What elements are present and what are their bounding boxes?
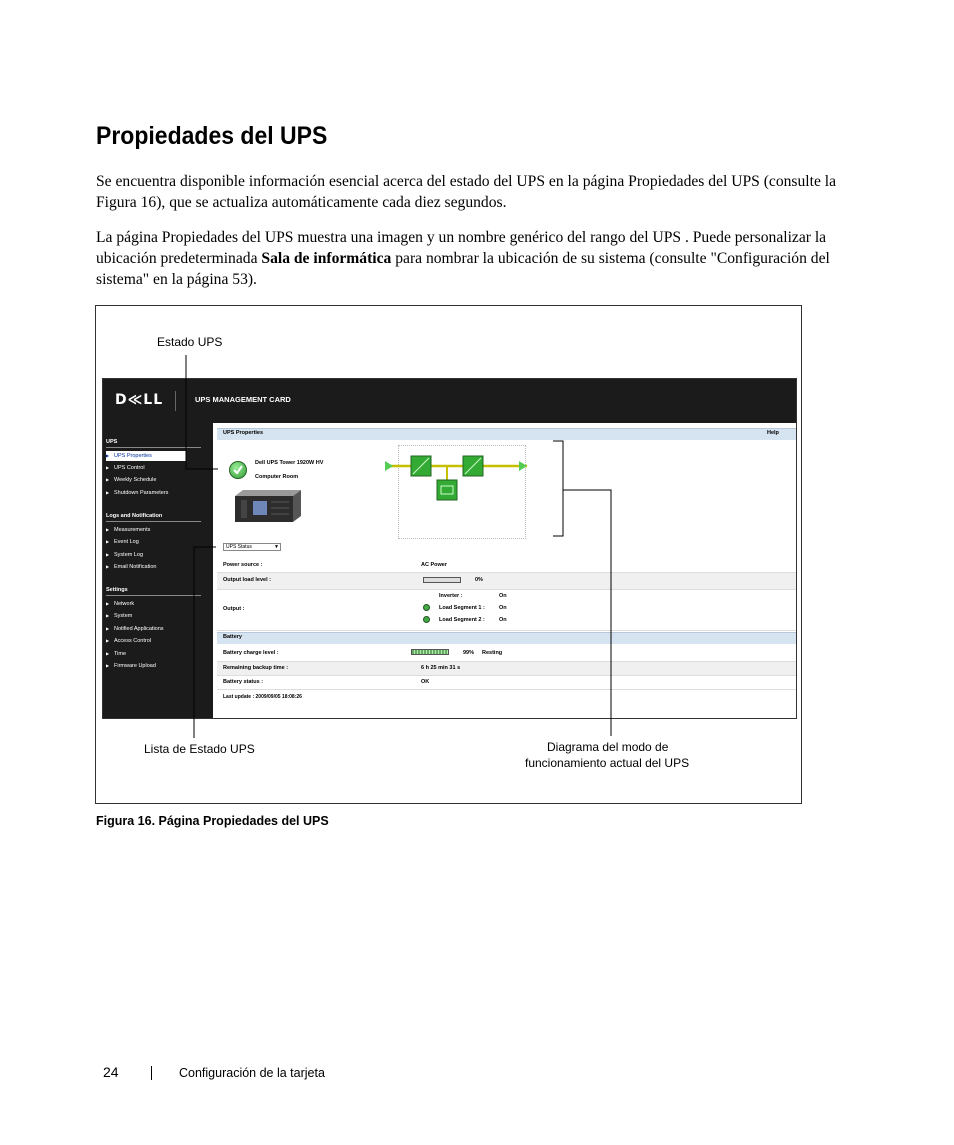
inverter-key: Inverter : bbox=[439, 593, 463, 599]
battery-heading: Battery bbox=[223, 634, 242, 640]
row-key: Battery status : bbox=[223, 679, 264, 685]
sidebar-item-label: Time bbox=[114, 651, 127, 657]
callout-bracket-diagrama bbox=[553, 441, 563, 536]
callout-line-estado bbox=[186, 355, 218, 469]
arrow-icon: ▶ bbox=[106, 465, 110, 470]
para2-text-b: para nombrar la ubicación de su sistema (consulte "Configuración del sistema" en la página 53). bbox=[96, 250, 830, 288]
row-key: Output load level : bbox=[223, 577, 271, 583]
arrow-icon: ▶ bbox=[106, 638, 110, 643]
segment1-value: On bbox=[499, 605, 507, 611]
row-value: OK bbox=[421, 679, 430, 685]
row-value: 99% bbox=[463, 650, 475, 656]
sidebar-item-label: UPS Control bbox=[114, 465, 145, 471]
para2-text-a: La página Propiedades del UPS muestra una imagen y un nombre genérico del rango del UPS . Puede personalizar la ubicación predeterminada bbox=[96, 229, 827, 267]
sidebar-item-label: System Log bbox=[114, 552, 144, 558]
sidebar-head-ups: UPS bbox=[106, 439, 118, 445]
arrow-icon: ▶ bbox=[106, 626, 110, 631]
sidebar-item-label: Network bbox=[114, 601, 135, 607]
arrow-icon: ▶ bbox=[106, 539, 110, 544]
sidebar-item-label: Firmware Upload bbox=[114, 663, 156, 669]
intro-paragraph: Se encuentra disponible información esencial acerca del estado del UPS en la página Propiedades del UPS (consulte la Figura 16), que se actualiza automáticamente cada diez segundos. bbox=[96, 173, 837, 211]
sidebar-item-label: System bbox=[114, 613, 133, 619]
sidebar-item-label: Shutdown Parameters bbox=[114, 490, 169, 496]
callout-diagrama-line1: Diagrama del modo de bbox=[547, 740, 669, 754]
figure-caption: Figura 16. Página Propiedades del UPS bbox=[96, 814, 329, 828]
row-key: Battery charge level : bbox=[223, 650, 279, 656]
battery-state: Resting bbox=[482, 650, 503, 656]
sidebar-item-label: Weekly Schedule bbox=[114, 477, 157, 483]
callout-line-diagrama bbox=[563, 490, 611, 736]
arrow-icon: ▶ bbox=[106, 651, 110, 656]
row-key: Power source : bbox=[223, 562, 263, 568]
panel-title: UPS Properties bbox=[223, 430, 264, 436]
arrow-icon: ▶ bbox=[106, 527, 110, 532]
arrow-icon: ▶ bbox=[106, 613, 110, 618]
segment2-key: Load Segment 2 : bbox=[439, 617, 485, 623]
page-number: 24 bbox=[103, 1064, 119, 1080]
callout-lista-estado: Lista de Estado UPS bbox=[144, 742, 255, 756]
callout-diagrama-line2: funcionamiento actual del UPS bbox=[525, 756, 690, 770]
row-value: 0% bbox=[475, 577, 483, 583]
row-key: Output : bbox=[223, 606, 245, 612]
help-link[interactable]: Help bbox=[767, 430, 779, 436]
callout-line-lista bbox=[194, 547, 216, 738]
arrow-icon: ▶ bbox=[106, 477, 110, 482]
arrow-icon: ▶ bbox=[106, 601, 110, 606]
status-select-value: UPS Status bbox=[226, 544, 252, 550]
segment1-key: Load Segment 1 : bbox=[439, 605, 485, 611]
row-key: Remaining backup time : bbox=[223, 665, 289, 671]
footer-separator bbox=[151, 1066, 152, 1080]
page-heading: Propiedades del UPS bbox=[96, 122, 328, 150]
sidebar-head-logs: Logs and Notification bbox=[106, 513, 163, 519]
arrow-icon: ▶ bbox=[106, 564, 110, 569]
footer-section: Configuración de la tarjeta bbox=[179, 1066, 325, 1080]
sidebar-item-label: Notified Applications bbox=[114, 626, 164, 632]
arrow-icon: ▶ bbox=[106, 663, 110, 668]
dell-logo: D≪LL bbox=[115, 392, 164, 408]
arrow-icon: ▶ bbox=[106, 552, 110, 557]
sidebar-item-label: Email Notification bbox=[114, 564, 157, 570]
sidebar-item-label: Access Control bbox=[114, 638, 151, 644]
card-title: UPS MANAGEMENT CARD bbox=[195, 395, 291, 404]
para2-bold-location: Sala de informática bbox=[261, 250, 392, 267]
segment2-value: On bbox=[499, 617, 507, 623]
row-value: AC Power bbox=[421, 562, 447, 568]
ups-name: Dell UPS Tower 1920W HV bbox=[255, 460, 324, 466]
chevron-down-icon: ▼ bbox=[274, 544, 279, 550]
callout-estado-ups: Estado UPS bbox=[157, 335, 223, 349]
arrow-icon: ▶ bbox=[106, 453, 110, 458]
arrow-icon: ▶ bbox=[106, 490, 110, 495]
ups-location: Computer Room bbox=[255, 474, 299, 480]
sidebar-item-label: UPS Properties bbox=[114, 453, 152, 459]
last-update: Last update : 2009/09/05 18:08:26 bbox=[223, 694, 302, 700]
inverter-value: On bbox=[499, 593, 507, 599]
row-value: 6 h 25 min 31 s bbox=[421, 665, 461, 671]
sidebar-item-label: Event Log bbox=[114, 539, 139, 545]
sidebar-item-label: Measurements bbox=[114, 527, 151, 533]
sidebar-head-settings: Settings bbox=[106, 587, 128, 593]
